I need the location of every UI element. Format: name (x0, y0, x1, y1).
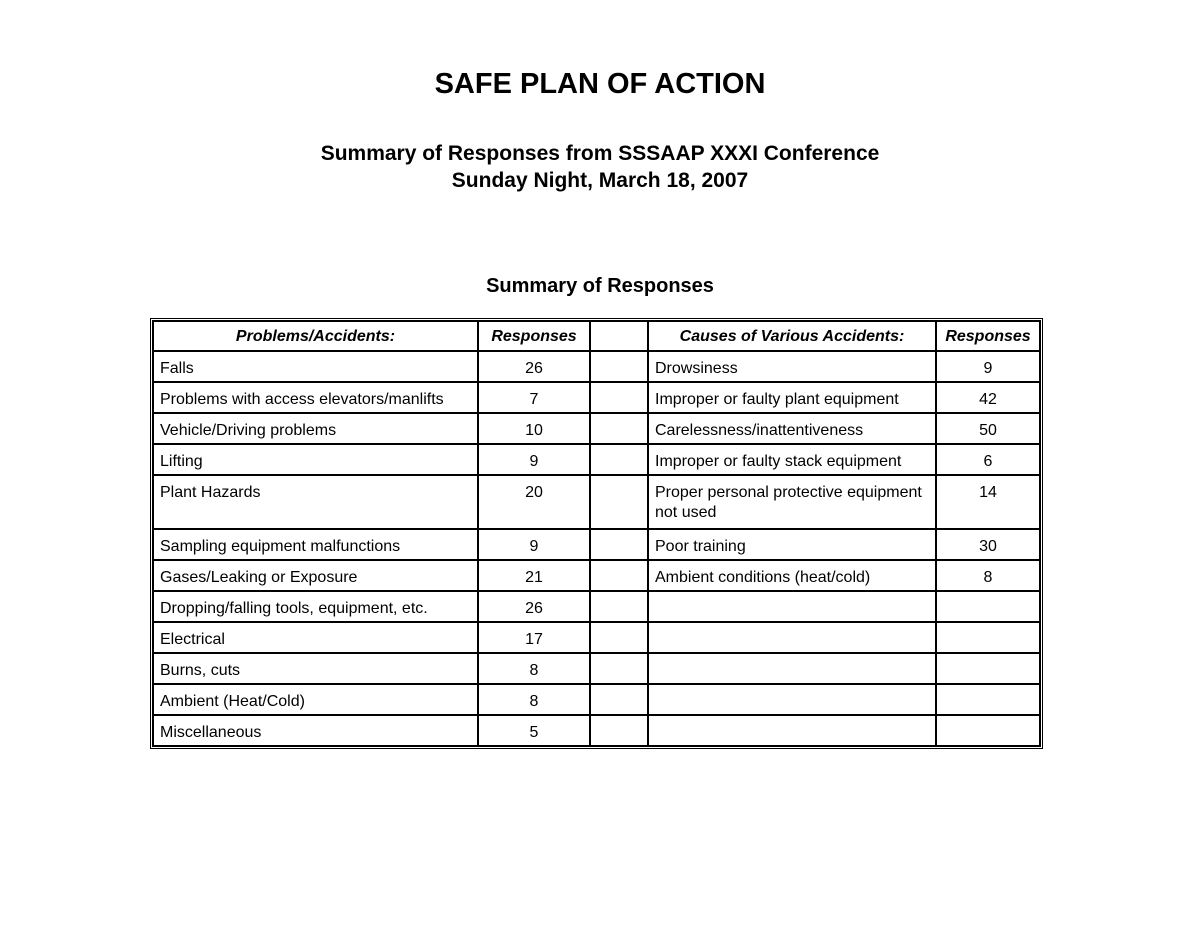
separator-cell (590, 444, 648, 475)
cause-cell: Proper personal protective equipment not used (648, 475, 936, 529)
problem-responses-cell: 10 (478, 413, 590, 444)
separator-cell (590, 382, 648, 413)
table-row (153, 684, 1040, 715)
cause-responses-cell (936, 622, 1040, 653)
cause-cell: Poor training (648, 529, 936, 560)
cause-cell (648, 622, 936, 653)
problem-responses-cell: 21 (478, 560, 590, 591)
problem-responses-cell: 26 (478, 591, 590, 622)
responses-table (150, 318, 1043, 749)
cause-cell: Improper or faulty plant equipment (648, 382, 936, 413)
separator-cell (590, 591, 648, 622)
table-row (153, 560, 1040, 591)
causes-responses-header: Responses (936, 321, 1040, 351)
table-row (153, 413, 1040, 444)
problems-header: Problems/Accidents: (153, 321, 478, 351)
table-row (153, 715, 1040, 746)
cause-responses-cell: 30 (936, 529, 1040, 560)
problem-responses-cell: 8 (478, 653, 590, 684)
problem-cell: Ambient (Heat/Cold) (153, 684, 478, 715)
separator-cell (590, 351, 648, 382)
separator-cell (590, 653, 648, 684)
table-row (153, 444, 1040, 475)
problem-cell: Vehicle/Driving problems (153, 413, 478, 444)
document-date: Sunday Night, March 18, 2007 (451, 169, 749, 192)
cause-responses-cell (936, 715, 1040, 746)
problems-responses-header: Responses (478, 321, 590, 351)
cause-responses-cell (936, 653, 1040, 684)
problem-cell: Gases/Leaking or Exposure (153, 560, 478, 591)
cause-cell: Ambient conditions (heat/cold) (648, 560, 936, 591)
document-subtitle: Summary of Responses from SSSAAP XXXI Conference (320, 142, 880, 165)
cause-responses-cell (936, 684, 1040, 715)
cause-cell: Improper or faulty stack equipment (648, 444, 936, 475)
document-title: SAFE PLAN OF ACTION (434, 68, 766, 100)
cause-responses-cell: 42 (936, 382, 1040, 413)
table-row (153, 591, 1040, 622)
table-header-row (153, 321, 1040, 351)
cause-cell (648, 653, 936, 684)
problem-responses-cell: 9 (478, 444, 590, 475)
section-title: Summary of Responses (486, 275, 714, 297)
problem-cell: Sampling equipment malfunctions (153, 529, 478, 560)
table-row (153, 653, 1040, 684)
cause-responses-cell: 9 (936, 351, 1040, 382)
cause-responses-cell: 14 (936, 475, 1040, 529)
cause-cell (648, 591, 936, 622)
cause-responses-cell: 50 (936, 413, 1040, 444)
problem-cell: Electrical (153, 622, 478, 653)
cause-cell: Drowsiness (648, 351, 936, 382)
cause-cell (648, 715, 936, 746)
table-row (153, 382, 1040, 413)
problem-responses-cell: 20 (478, 475, 590, 529)
problem-responses-cell: 26 (478, 351, 590, 382)
problem-cell: Dropping/falling tools, equipment, etc. (153, 591, 478, 622)
problem-responses-cell: 9 (478, 529, 590, 560)
separator-cell (590, 475, 648, 529)
problem-cell: Miscellaneous (153, 715, 478, 746)
causes-header: Causes of Various Accidents: (648, 321, 936, 351)
cause-responses-cell: 8 (936, 560, 1040, 591)
separator-cell (590, 622, 648, 653)
problem-responses-cell: 8 (478, 684, 590, 715)
table-row (153, 529, 1040, 560)
table-row (153, 351, 1040, 382)
problem-cell: Falls (153, 351, 478, 382)
separator-cell (590, 413, 648, 444)
separator-cell (590, 321, 648, 351)
problem-cell: Plant Hazards (153, 475, 478, 529)
problem-cell: Problems with access elevators/manlifts (153, 382, 478, 413)
cause-responses-cell: 6 (936, 444, 1040, 475)
problem-responses-cell: 5 (478, 715, 590, 746)
cause-responses-cell (936, 591, 1040, 622)
cause-cell (648, 684, 936, 715)
problem-cell: Burns, cuts (153, 653, 478, 684)
separator-cell (590, 715, 648, 746)
separator-cell (590, 560, 648, 591)
table-row (153, 475, 1040, 529)
separator-cell (590, 684, 648, 715)
problem-cell: Lifting (153, 444, 478, 475)
problem-responses-cell: 7 (478, 382, 590, 413)
cause-cell: Carelessness/inattentiveness (648, 413, 936, 444)
separator-cell (590, 529, 648, 560)
table-row (153, 622, 1040, 653)
problem-responses-cell: 17 (478, 622, 590, 653)
